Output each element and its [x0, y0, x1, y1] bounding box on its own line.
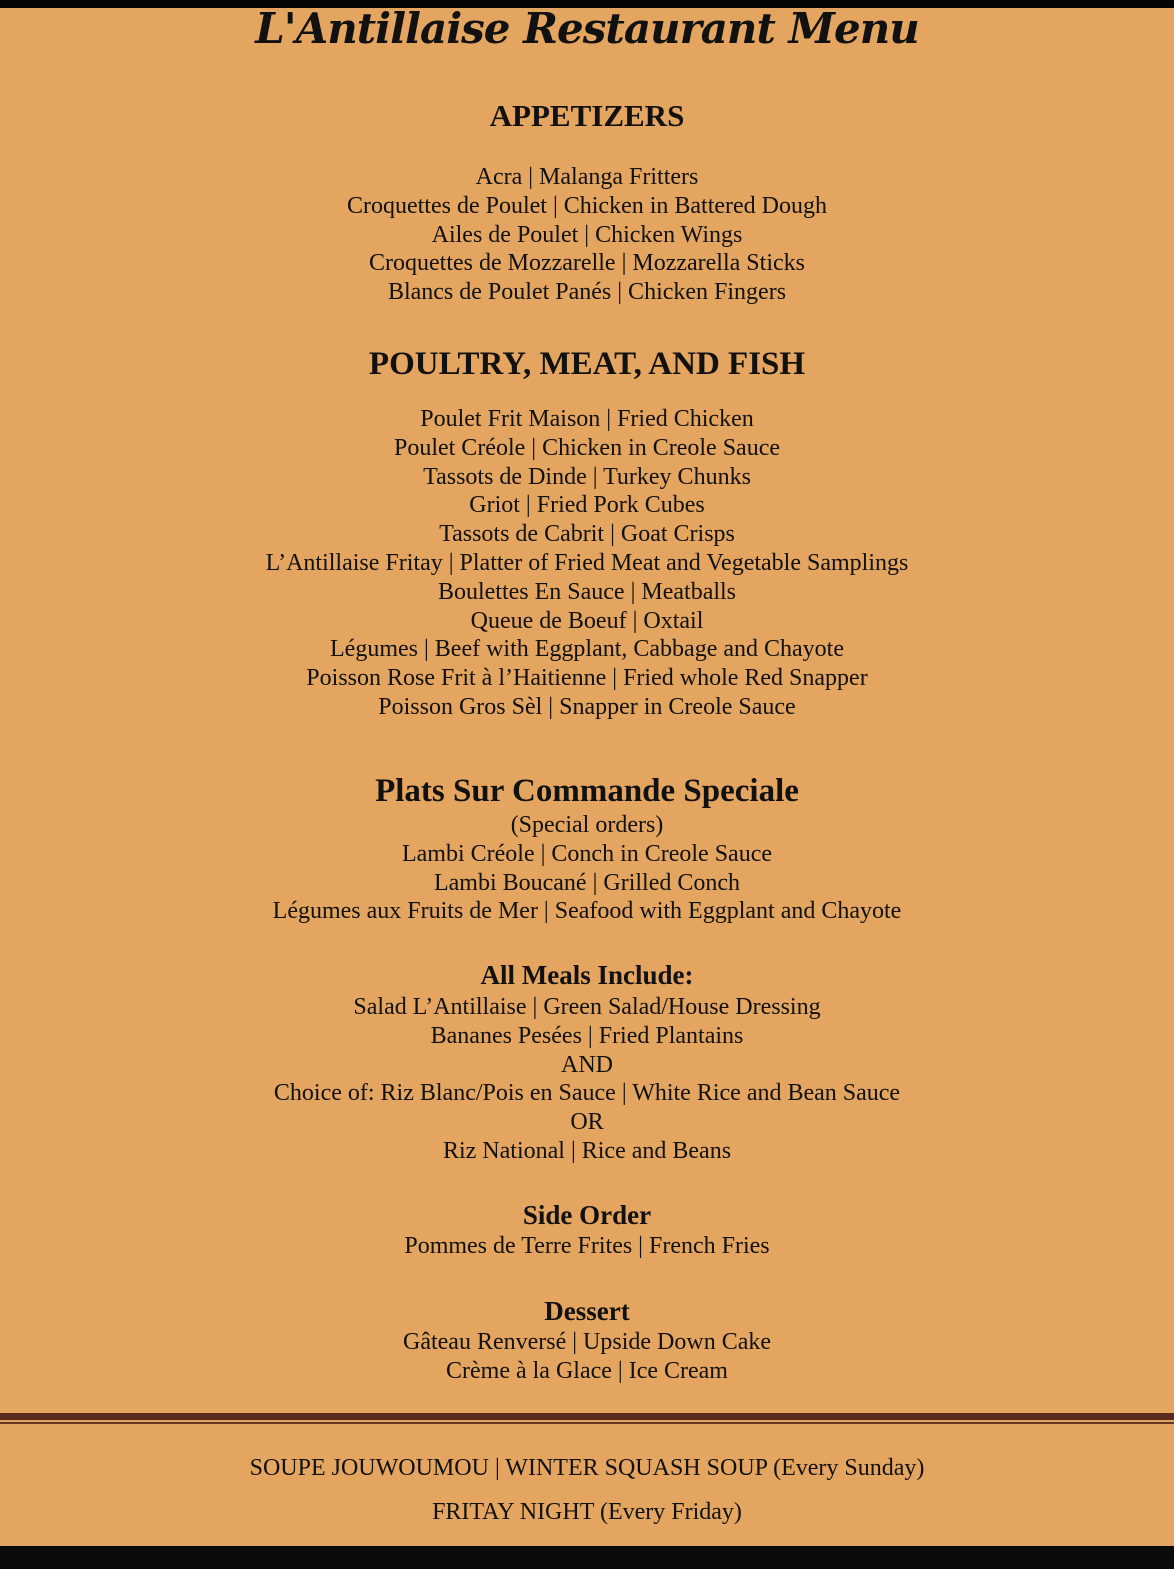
- appetizers-list: [0, 163, 1174, 307]
- side-order-heading: Side Order: [522, 1200, 652, 1230]
- list-item: Lambi Boucané | Grilled Conch: [433, 869, 741, 896]
- list-item: AND: [561, 1051, 613, 1078]
- list-item: Queue de Boeuf | Oxtail: [470, 607, 704, 634]
- footer-divider: [0, 1413, 1174, 1420]
- list-item: Croquettes de Poulet | Chicken in Battered Dough: [346, 192, 828, 219]
- list-item: L’Antillaise Fritay | Platter of Fried Meat and Vegetable Samplings: [265, 549, 909, 576]
- list-item: Riz National | Rice and Beans: [442, 1137, 732, 1164]
- list-item: Pommes de Terre Frites | French Fries: [404, 1233, 770, 1259]
- footer-divider-thin: [0, 1422, 1174, 1424]
- list-item: Légumes | Beef with Eggplant, Cabbage and Chayote: [330, 636, 844, 663]
- all-meals-list: [0, 993, 1174, 1166]
- list-item: Salad L’Antillaise | Green Salad/House Dressing: [353, 994, 821, 1020]
- list-item: OR: [570, 1109, 604, 1136]
- dessert-heading: Dessert: [544, 1296, 630, 1326]
- list-item: Acra | Malanga Fritters: [475, 164, 699, 190]
- side-order-list: [0, 1232, 1174, 1261]
- list-item: Tassots de Cabrit | Goat Crisps: [439, 521, 735, 548]
- poultry-heading: POULTRY, MEAT, AND FISH: [368, 346, 806, 382]
- list-item: Poulet Frit Maison | Fried Chicken: [420, 406, 754, 432]
- list-item: Croquettes de Mozzarelle | Mozzarella Sticks: [369, 250, 805, 277]
- list-item: Crème à la Glace | Ice Cream: [446, 1357, 728, 1384]
- special-orders-list: [0, 811, 1174, 926]
- soup-special: SOUPE JOUWOUMOU | WINTER SQUASH SOUP (Every Sunday): [249, 1455, 925, 1481]
- list-item: Blancs de Poulet Panés | Chicken Fingers: [387, 279, 787, 306]
- fritay-night: FRITAY NIGHT (Every Friday): [432, 1499, 742, 1525]
- list-item: Poisson Gros Sèl | Snapper in Creole Sauce: [378, 693, 796, 720]
- list-item: Bananes Pesées | Fried Plantains: [430, 1022, 744, 1049]
- bottom-border: [0, 1546, 1174, 1569]
- list-item: Boulettes En Sauce | Meatballs: [437, 578, 737, 605]
- list-item: Ailes de Poulet | Chicken Wings: [431, 221, 743, 248]
- list-item: (Special orders): [510, 812, 664, 838]
- list-item: Gâteau Renversé | Upside Down Cake: [402, 1329, 772, 1355]
- list-item: Tassots de Dinde | Turkey Chunks: [423, 463, 751, 490]
- special-orders-heading: Plats Sur Commande Speciale: [375, 773, 799, 809]
- dessert-list: [0, 1328, 1174, 1386]
- poultry-list: [0, 405, 1174, 722]
- list-item: Poulet Créole | Chicken in Creole Sauce: [393, 434, 781, 461]
- list-item: Poisson Rose Frit à l’Haitienne | Fried whole Red Snapper: [306, 665, 868, 692]
- all-meals-heading: All Meals Include:: [480, 960, 694, 990]
- menu-title: L'Antillaise Restaurant Menu: [255, 4, 919, 53]
- list-item: Légumes aux Fruits de Mer | Seafood with Eggplant and Chayote: [272, 898, 902, 925]
- list-item: Choice of: Riz Blanc/Pois en Sauce | White Rice and Bean Sauce: [273, 1080, 901, 1107]
- list-item: Griot | Fried Pork Cubes: [469, 492, 705, 519]
- list-item: Lambi Créole | Conch in Creole Sauce: [401, 840, 773, 867]
- appetizers-heading: APPETIZERS: [489, 98, 685, 133]
